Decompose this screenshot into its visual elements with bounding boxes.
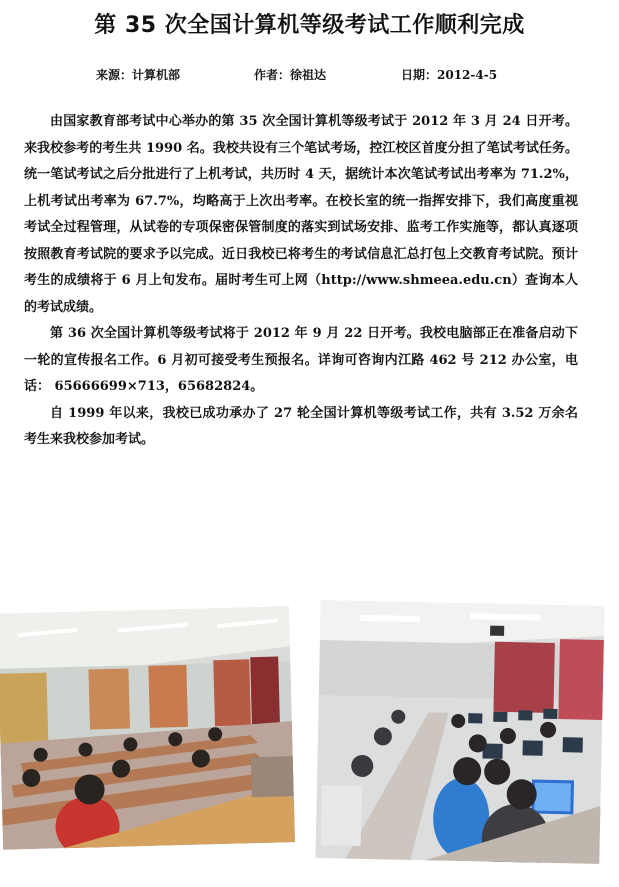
photo-computer-lab-exam xyxy=(315,600,604,864)
article-body xyxy=(24,109,578,454)
paragraph-2: 第 36 次全国计算机等级考试将于 2012 年 9 月 22 日开考。我校电脑部正在准备启动下一轮的宣传报名工作。6 月初可接受考生预报名。详询可咨询内江路 462 号 212 办公室，电话： 65666699×713，65682824。 xyxy=(24,326,578,394)
paragraph-3: 自 1999 年以来，我校已成功承办了 27 轮全国计算机等级考试工作，共有 3.52 万余名考生来我校参加考试。 xyxy=(24,405,578,447)
article-author: 作者：徐祖达 xyxy=(254,68,327,82)
article-title: 第 35 次全国计算机等级考试工作顺利完成 xyxy=(94,13,525,38)
photo-written-exam-classroom xyxy=(0,606,295,850)
article-date: 日期：2012-4-5 xyxy=(401,68,498,82)
paragraph-1: 由国家教育部考试中心举办的第 35 次全国计算机等级考试于 2012 年 3 月 24 日开考。来我校参考的考生共 1990 名。我校共设有三个笔试考场，控江校区首度分担了笔试考试任务。统一笔试考试之后分批进行了上机考试，共历时 4 天，据统计本次笔试考试出考率为 71.2%，上机考试出考率为 67.7%，均略高于上次出考率。在校长室的统一指挥安排下，我们高度重视考试全过程管理，从试卷的专项保密保管制度的落实到试场安排、监考工作实施等，都认真逐项按照教育考试院的要求予以完成。近日我校已将考生的考试信息汇总打包上交教育考试院。预计考生的成绩将于 6 月上旬发布。届时考生可上网（http://www.shmeea.edu.cn）查询本人的考试成绩。 xyxy=(24,114,578,315)
article-source: 来源：计算机部 xyxy=(96,68,181,82)
